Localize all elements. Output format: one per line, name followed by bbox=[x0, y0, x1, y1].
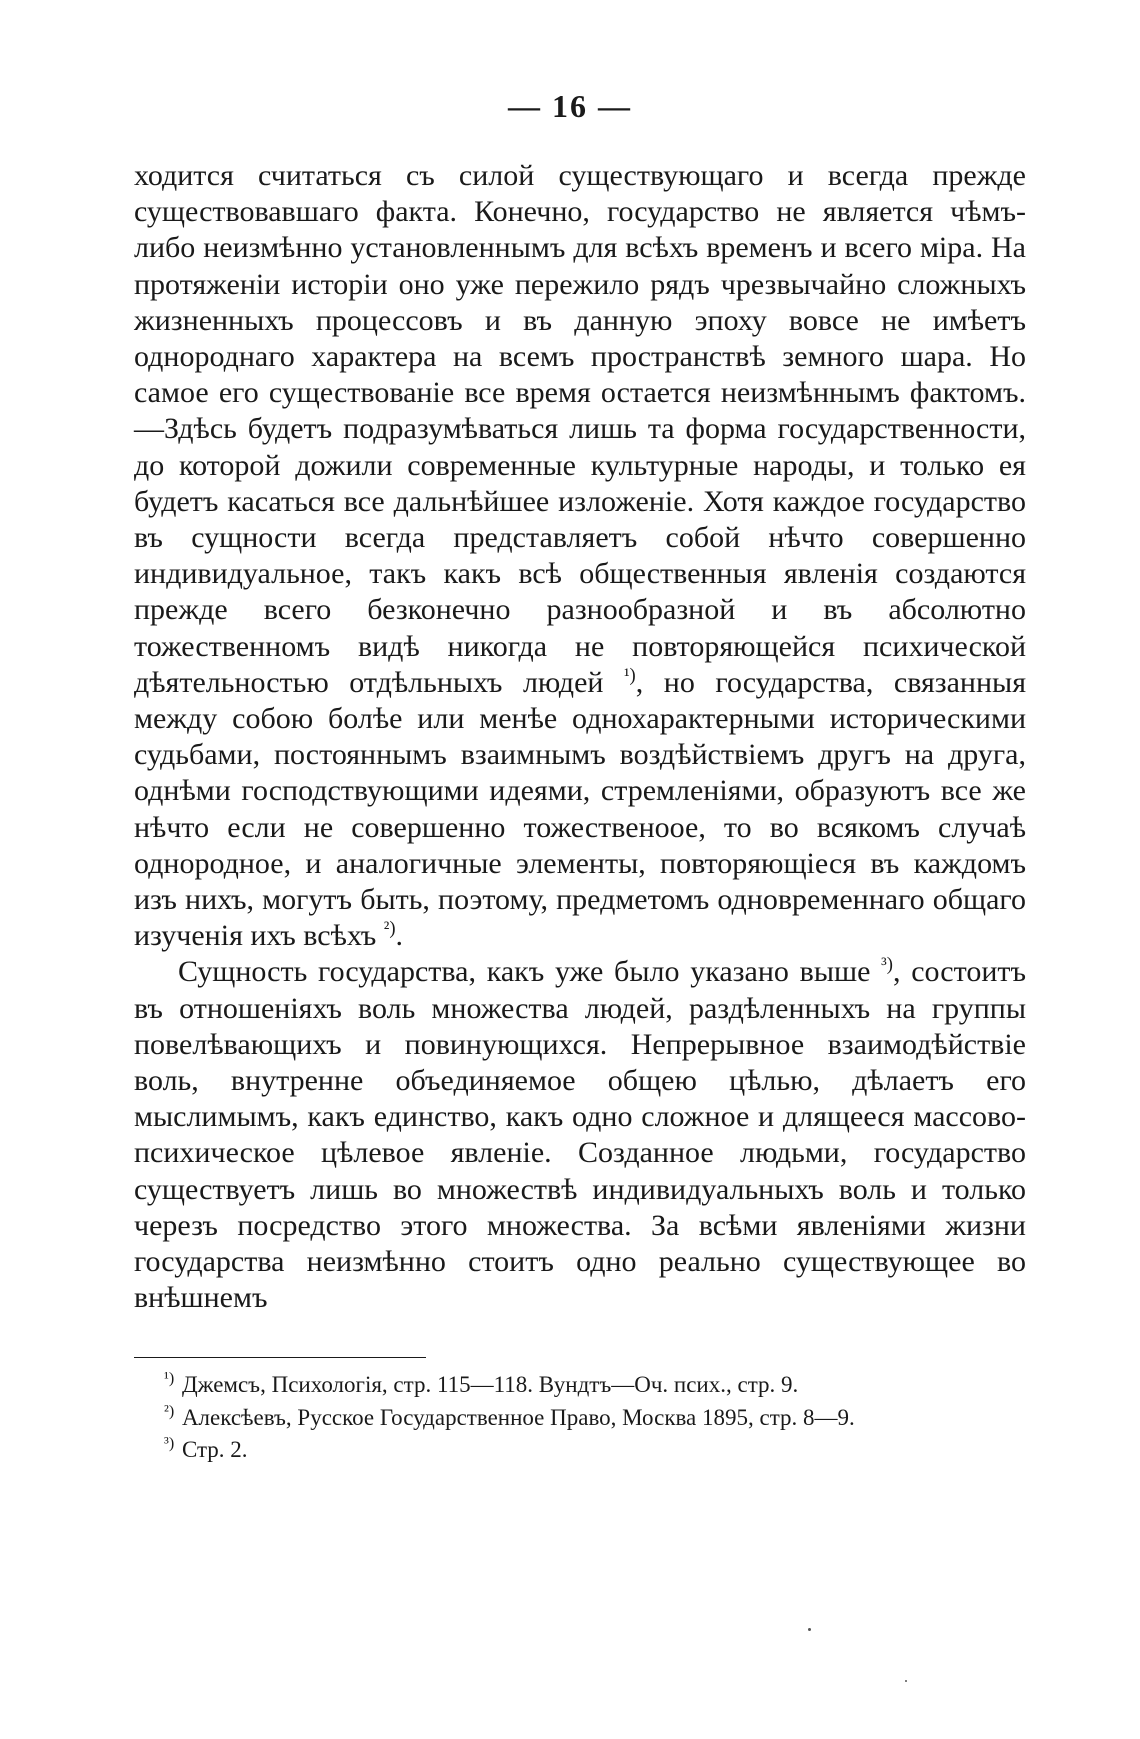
footnote-1 bbox=[164, 1369, 1024, 1402]
paragraph-text: , но государства, связанныя между собою болѣе или менѣе однохарактерными историческими судьбами, постояннымъ взаимнымъ воздѣйствіемъ другъ на друга, однѣми господствующими идеями, стремленіями, образуютъ все же нѣчто если не совершенно тожественоое, то во всякомъ случаѣ однородное, и аналогичные элементы, повторяющіеся въ каждомъ изъ нихъ, могутъ быть, поэтому, предметомъ одновременнаго общаго изученія ихъ всѣхъ bbox=[134, 665, 1026, 953]
footnote-separator bbox=[134, 1357, 426, 1358]
footnote-reference-1: ¹) bbox=[623, 664, 636, 686]
footnote-text: Джемсъ, Психологія, стр. 115—118. Вундтъ—Оч. псих., стр. 9. bbox=[181, 1372, 799, 1397]
paragraph-1 bbox=[134, 158, 1026, 954]
page-number: — 16 — bbox=[508, 88, 632, 124]
footnotes bbox=[164, 1369, 1024, 1467]
footnote-mark: ³) bbox=[164, 1435, 175, 1453]
footnote-2 bbox=[164, 1402, 1024, 1435]
paragraph-text: Сущность государства, какъ уже было указано выше bbox=[178, 955, 882, 989]
footnote-mark: ¹) bbox=[164, 1370, 175, 1388]
footnote-mark: ²) bbox=[164, 1402, 175, 1420]
paper-speck bbox=[808, 1628, 811, 1631]
footnote-reference-3: ³) bbox=[881, 954, 893, 976]
footnote-text: Алексѣевъ, Русское Государственное Право, Москва 1895, стр. 8—9. bbox=[181, 1404, 855, 1430]
paragraph-text: , состоитъ въ отношеніяхъ воль множества людей, раздѣленныхъ на группы повелѣвающихъ и повинующихся. Непрерывное взаимодѣйствіе воль, внутренне объединяемое общею цѣлью, дѣлаетъ его мыслимымъ, какъ единство, какъ одно сложное и длящееся массово-психическое цѣлевое явленіе. Созданное людьми, государство существуетъ лишь во множествѣ индивидуальныхъ воль и только черезъ посредство этого множества. За всѣми явленіями жизни государства неизмѣнно стоитъ одно реально существующее во внѣшнемъ bbox=[134, 955, 1026, 1315]
footnote-3 bbox=[164, 1434, 1024, 1467]
body-text bbox=[134, 158, 1026, 1317]
footnote-reference-2: ²) bbox=[383, 918, 396, 940]
footnote-text: Стр. 2. bbox=[181, 1437, 248, 1462]
paragraph-text: ходится считаться съ силой существующаго и всегда прежде существовавшаго факта. Конечно, государство не является чѣмъ-либо неизмѣнно установленнымъ для всѣхъ временъ и всего міра. На протяженіи исторіи оно уже пережило рядъ чрезвычайно сложныхъ жизненныхъ процессовъ и въ данную эпоху вовсе не имѣетъ однороднаго характера на всемъ пространствѣ земного шара. Но самое его существованіе все время остается неизмѣннымъ фактомъ.—Здѣсь будетъ подразумѣваться лишь та форма государственности, до которой дожили современные культурные народы, и только ея будетъ касаться все дальнѣйшее изложеніе. Хотя каждое государство въ сущности всегда представляетъ собой нѣчто совершенно индивидуальное, такъ какъ всѣ общественныя явленія создаются прежде всего безконечно разнообразной и въ абсолютно тожественномъ видѣ никогда не повторяющейся психической дѣятельностью отдѣльныхъ людей bbox=[134, 159, 1026, 699]
paragraph-text: . bbox=[395, 919, 404, 953]
paragraph-2 bbox=[134, 954, 1026, 1316]
paper-speck bbox=[905, 1680, 907, 1682]
